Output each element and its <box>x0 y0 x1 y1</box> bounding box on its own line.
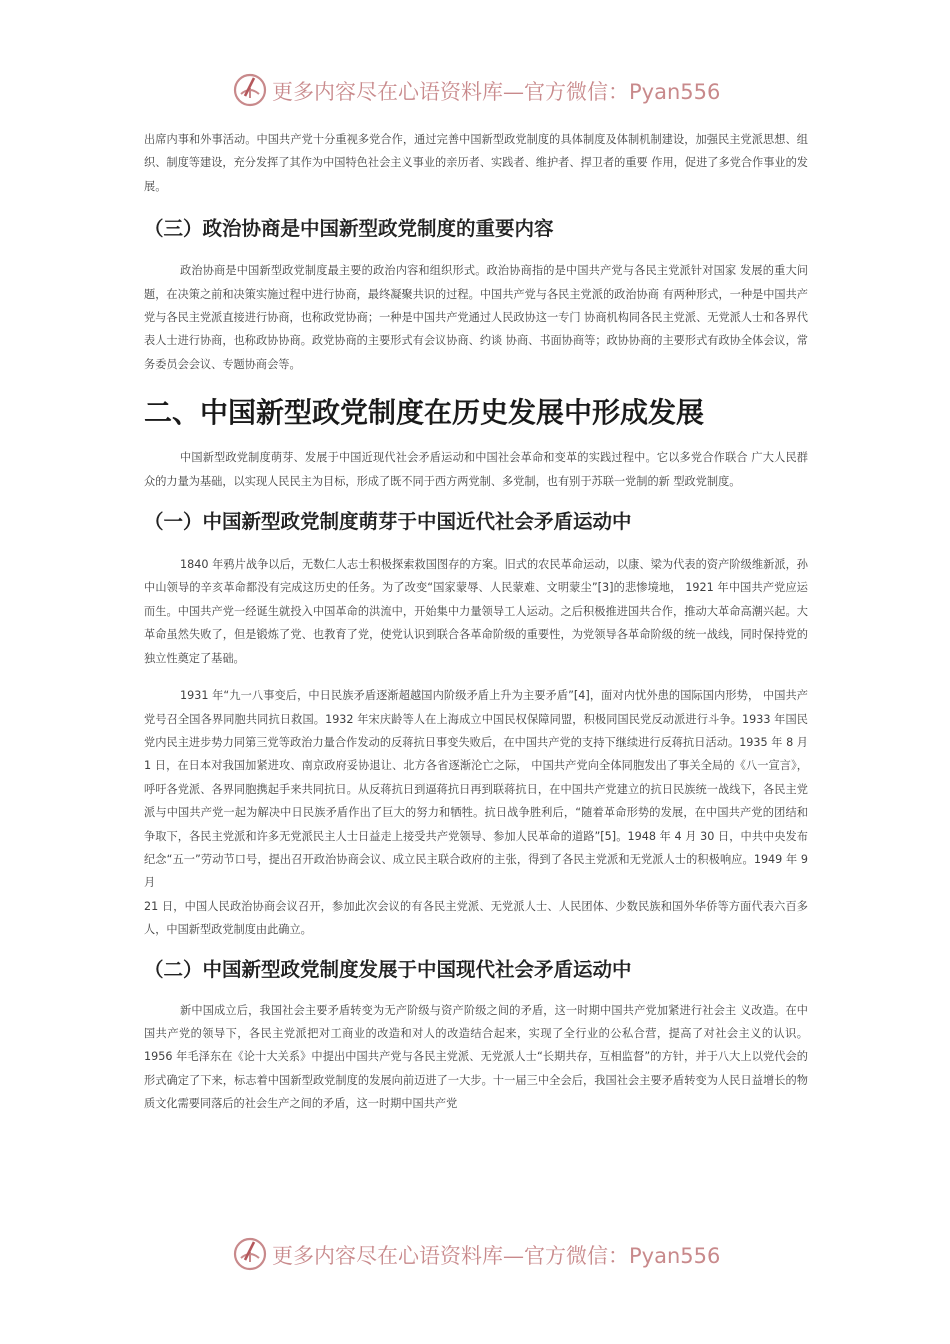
watermark-banner-top <box>0 62 950 122</box>
paragraph-1949: 21 日，中国人民政治协商会议召开，参加此次会议的有各民主党派、无党派人士、人民团体、少数民族和国外华侨等方面代表六百多人，中国新型政党制度由此确立。 <box>144 899 808 937</box>
section-heading-3: （三）政治协商是中国新型政党制度的重要内容 <box>144 217 554 241</box>
watermark-text <box>272 1240 720 1270</box>
watermark-banner-bottom <box>0 1226 950 1286</box>
watermark-wechat-id: Pyan556 <box>629 1244 721 1268</box>
section-heading-2: （二）中国新型政党制度发展于中国现代社会矛盾运动中 <box>144 957 632 981</box>
paragraph-political-consultation: 政治协商是中国新型政党制度最主要的政治内容和组织形式。政治协商指的是中国共产党与各民主党派针对国家 发展的重大问题，在决策之前和决策实施过程中进行协商，最终凝聚共识的过程。中国共产党与各民主党派的政治协商 有两种形式，一种是中国共产党与各民主党派直接进行协商，也称政党协商；一种是中国共产党通过人民政协这一专门 协商机构同各民主党派、无党派人士和各界代表人士进行协商，也称政协协商。政党协商的主要形式有会议协商、约谈 协商、书面协商等；政协协商的主要形式有政协全体会议，常务委员会会议、专题协商会等。 <box>144 264 808 371</box>
watermark-dash: — <box>503 80 524 104</box>
book-pen-logo-icon <box>232 72 268 108</box>
section-heading-1: （一）中国新型政党制度萌芽于中国近代社会矛盾运动中 <box>144 510 632 534</box>
book-pen-logo-icon <box>232 1236 268 1272</box>
watermark-wechat-label: 官方微信： <box>524 80 629 104</box>
watermark-wechat-label: 官方微信： <box>524 1244 629 1268</box>
document-body <box>144 128 808 1116</box>
paragraph-new-china: 新中国成立后，我国社会主要矛盾转变为无产阶级与资产阶级之间的矛盾，这一时期中国共产党加紧进行社会主 义改造。在中国共产党的领导下，各民主党派把对工商业的改造和对人的改造结合起来，实现了全行业的公私合营，提高了对社会主义的认识。1956 年毛泽东在《论十大关系》中提出中国共产党与各民主党派、无党派人士“长期共存，互相监督”的方针，并于八大上以党代会的形式确定了下来，标志着中国新型政党制度的发展向前迈进了一大步。十一届三中全会后，我国社会主要矛盾转变为人民日益增长的物质文化需要同落后的社会生产之间的矛盾，这一时期中国共产党 <box>144 1003 808 1111</box>
paragraph-1840: 1840 年鸦片战争以后，无数仁人志士积极探索救国图存的方案。旧式的农民革命运动，以康、梁为代表的资产阶级维新派，孙中山领导的辛亥革命都没有完成这历史的任务。为了改变“国家蒙辱、人民蒙难、文明蒙尘”[3]的悲惨境地， 1921 年中国共产党应运而生。中国共产党一经诞生就投入中国革命的洪流中，开始集中力量领导工人运动。之后积极推进国共合作，推动大革命高潮兴起。大革命虽然失败了，但是锻炼了党、也教育了党，使党认识到联合各革命阶级的重要性，为党领导各革命阶级的统一战线，同时保持党的独立性奠定了基础。 <box>144 558 808 665</box>
watermark-dash: — <box>503 1244 524 1268</box>
paragraph-chapter-intro: 中国新型政党制度萌芽、发展于中国近现代社会矛盾运动和中国社会革命和变革的实践过程中。它以多党合作联合 广大人民群众的力量为基础，以实现人民民主为目标，形成了既不同于西方两党制、多党制，也有别于苏联一党制的新 型政党制度。 <box>144 451 808 488</box>
paragraph-continued: 出席内事和外事活动。中国共产党十分重视多党合作，通过完善中国新型政党制度的具体制度及体制机制建设，加强民主党派思想、组织、制度等建设，充分发挥了其作为中国特色社会主义事业的亲历者、实践者、维护者、捍卫者的重要 作用，促进了多党合作事业的发展。 <box>144 133 808 193</box>
watermark-main: 更多内容尽在心语资料库 <box>272 1244 503 1268</box>
watermark-wechat-id: Pyan556 <box>629 80 721 104</box>
paragraph-1931: 1931 年“九一八事变后，中日民族矛盾逐渐超越国内阶级矛盾上升为主要矛盾”[4]，面对内忧外患的国际国内形势， 中国共产党号召全国各界同胞共同抗日救国。1932 年宋庆龄等人在上海成立中国民权保障同盟，积极同国民党反动派进行斗争。1933 年国民党内民主进步势力同第三党等政治力量合作发动的反蒋抗日事变失败后，在中国共产党的支持下继续进行反蒋抗日活动。1935 年 8 月 1 日，在日本对我国加紧进攻、南京政府妥协退让、北方各省逐渐沦亡之际， 中国共产党向全体同胞发出了事关全局的《八一宣言》，呼吁各党派、各界同胞携起手来共同抗日。从反蒋抗日到逼蒋抗日再到联蒋抗日，在中国共产党建立的抗日民族统一战线下，各民主党派与中国共产党一起为解决中日民族矛盾作出了巨大的努力和牺牲。抗日战争胜利后，“随着革命形势的发展，在中国共产党的团结和争取下，各民主党派和许多无党派民主人士日益走上接受共产党领导、参加人民革命的道路”[5]。1948 年 4 月 30 日，中共中央发布纪念“五一”劳动节口号，提出召开政治协商会议、成立民主联合政府的主张，得到了各民主党派和无党派人士的积极响应。1949 年 9 月 <box>144 689 808 890</box>
chapter-heading-2: 二、中国新型政党制度在历史发展中形成发展 <box>144 396 705 430</box>
watermark-text <box>272 76 720 106</box>
watermark-main: 更多内容尽在心语资料库 <box>272 80 503 104</box>
